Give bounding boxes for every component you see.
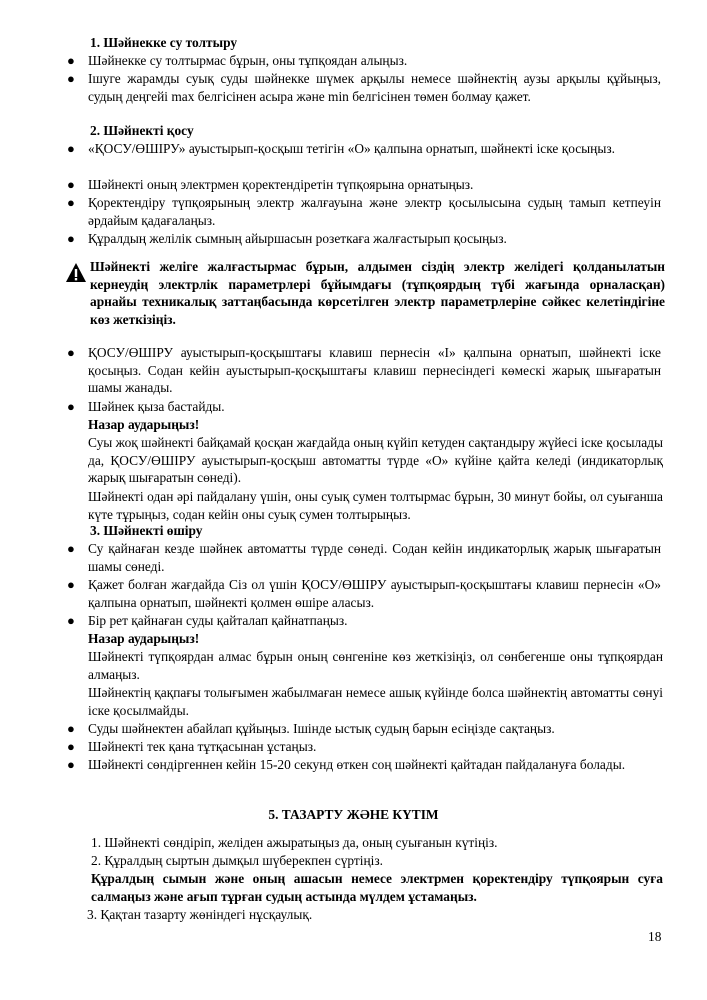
list-item: [67, 756, 661, 792]
list-item-text: Шәйнекті оның электрмен қоректендіретін түпқоярына орнатыңыз.: [88, 177, 474, 192]
list-item: [67, 70, 661, 106]
section-5-title: 5. ТАЗАРТУ ЖӘНЕ КҮТІМ: [268, 807, 439, 822]
list-item-text: Бір рет қайнаған суды қайталап қайнатпаңыз.: [88, 613, 348, 628]
warning-text: Шәйнекті желіге жалғастырмас бұрын, алдымен сіздің электр желідегі қолданылатын кернеудің электрлік параметрлері бұйымдағы (тұпқоярдың түбі жағында орналасқан) арнайы техникалық заттаңбасында көрсетілген электр параметрлеріне сәйкес келетіндігіне көз жеткізіңіз.: [90, 259, 665, 327]
list-item: [67, 398, 661, 416]
list-item-text: «ҚОСУ/ӨШІРУ» ауыстырып-қосқыш тетігін «О» қалпына орнатып, шәйнекті іске қосыңыз.: [88, 141, 615, 156]
list-item-text: Шәйнекке су толтырмас бұрын, оны тұпқоядан алыңыз.: [88, 53, 408, 68]
bullet-icon: ●: [67, 345, 75, 360]
list-item: [67, 540, 661, 576]
bullet-icon: ●: [67, 577, 75, 592]
list-item-text: Суды шәйнектен абайлап құйыңыз. Ішінде ыстық судың барын есіңізде сақтаңыз.: [88, 721, 555, 736]
paragraph: Шәйнекті түпқоярдан алмас бұрын оның сөнгеніне көз жеткізіңіз, ол сөнбегенше оны тұпқоярдан алмаңыз.: [88, 649, 663, 682]
paragraph: Шәйнекті одан әрі пайдалану үшін, оны суық сумен толтырмас бұрын, 30 минут бойы, ол суығанша күте тұрыңыз, содан кейін оны суық сумен толтырыңыз.: [88, 489, 663, 522]
bullet-icon: ●: [67, 721, 75, 736]
warning-text: Құралдың сымын және оның ашасын немесе электрмен қоректендіру түпқоярын суға салмаңыз және ағып тұрған судың астында мүлдем ұстамаңыз.: [91, 871, 663, 904]
page-number: 18: [648, 929, 662, 944]
list-item-text: Шәйнекті тек қана тұтқасынан ұстаңыз.: [88, 739, 317, 754]
list-item-text: Қоректендіру түпқоярының электр жалғауына және электр қосылысына судың тамып кетпеуін әрдайым қадағалаңыз.: [88, 195, 661, 228]
list-item-text: Шәйнекті сөндіргеннен кейін 15-20 секунд өткен соң шәйнекті қайтадан пайдалануға болады.: [88, 757, 626, 772]
bullet-icon: ●: [67, 53, 75, 68]
list-item: [67, 720, 661, 738]
list-item-text: Құралдың желілік сымның айыршасын розеткаға жалғастырып қосыңыз.: [88, 231, 507, 246]
list-item: [67, 194, 661, 230]
bullet-icon: ●: [67, 613, 75, 628]
list-item-text: ҚОСУ/ӨШІРУ ауыстырып-қосқыштағы клавиш пернесін «І» қалпына орнатып, шәйнекті іске қосыңыз. Содан кейін ауыстырып-қосқыштағы клавиш пернесіндегі көмескі жарық шығаратын шамы жанады.: [88, 345, 661, 396]
bullet-icon: ●: [67, 195, 75, 210]
attention-heading: Назар аударыңыз!: [88, 631, 200, 646]
list-item-text: Ішуге жарамды суық суды шәйнекке шүмек арқылы немесе шәйнектің аузы арқылы құйыңыз, судың деңгейі max белгісінен асыра және min белгісінен төмен болмау қажет.: [88, 71, 661, 104]
bullet-icon: ●: [67, 399, 75, 414]
list-item: [67, 738, 661, 756]
instruction-1: 1. Шәйнекті сөндіріп, желіден ажыратыңыз да, оның суығанын күтіңіз.: [91, 835, 498, 850]
bullet-icon: ●: [67, 231, 75, 246]
list-item-text: Қажет болған жағдайда Сіз ол үшін ҚОСУ/ӨШІРУ ауыстырып-қосқыштағы клавиш пернесін «О» қалпына орнатып, шәйнекті қолмен өшіре аласыз.: [88, 577, 661, 610]
attention-heading: Назар аударыңыз!: [88, 417, 200, 432]
list-item: [67, 576, 661, 612]
list-item: [67, 612, 661, 630]
paragraph: Суы жоқ шәйнекті байқамай қосқан жағдайда оның күйіп кетуден сақтандыру жүйесі іске қосылады да, ҚОСУ/ӨШІРУ ауыстырып-қосқыш автоматты түрде «О» күйіне қайта келеді (индикаторлық жарық шығаратын сөнеді).: [88, 435, 663, 486]
list-item: [67, 140, 661, 176]
list-item: [67, 176, 661, 194]
bullet-icon: ●: [67, 739, 75, 754]
bullet-icon: ●: [67, 177, 75, 192]
section-2-title: 2. Шәйнекті қосу: [90, 123, 194, 138]
list-item-text: Су қайнаған кезде шәйнек автоматты түрде сөнеді. Содан кейін индикаторлық жарық шығаратын шамы сөнеді.: [88, 541, 661, 574]
list-item: [67, 52, 661, 70]
bullet-icon: ●: [67, 541, 75, 556]
bullet-icon: ●: [67, 757, 75, 772]
list-item: [67, 230, 661, 248]
list-item: [67, 344, 661, 398]
section-3-title: 3. Шәйнекті өшіру: [90, 523, 203, 538]
instruction-2: 2. Құралдың сыртын дымқыл шүберекпен сүртіңіз.: [91, 853, 384, 868]
warning-icon: [65, 262, 87, 284]
list-item-text: Шәйнек қыза бастайды.: [88, 399, 225, 414]
bullet-icon: ●: [67, 141, 75, 156]
section-1-title: 1. Шәйнекке су толтыру: [90, 35, 238, 50]
bullet-icon: ●: [67, 71, 75, 86]
instruction-3: 3. Қақтан тазарту жөніндегі нұсқаулық.: [87, 907, 313, 922]
paragraph: Шәйнектің қақпағы толығымен жабылмаған немесе ашық күйінде болса шәйнектің автоматты сөнуі іске қосылмайды.: [88, 685, 663, 718]
